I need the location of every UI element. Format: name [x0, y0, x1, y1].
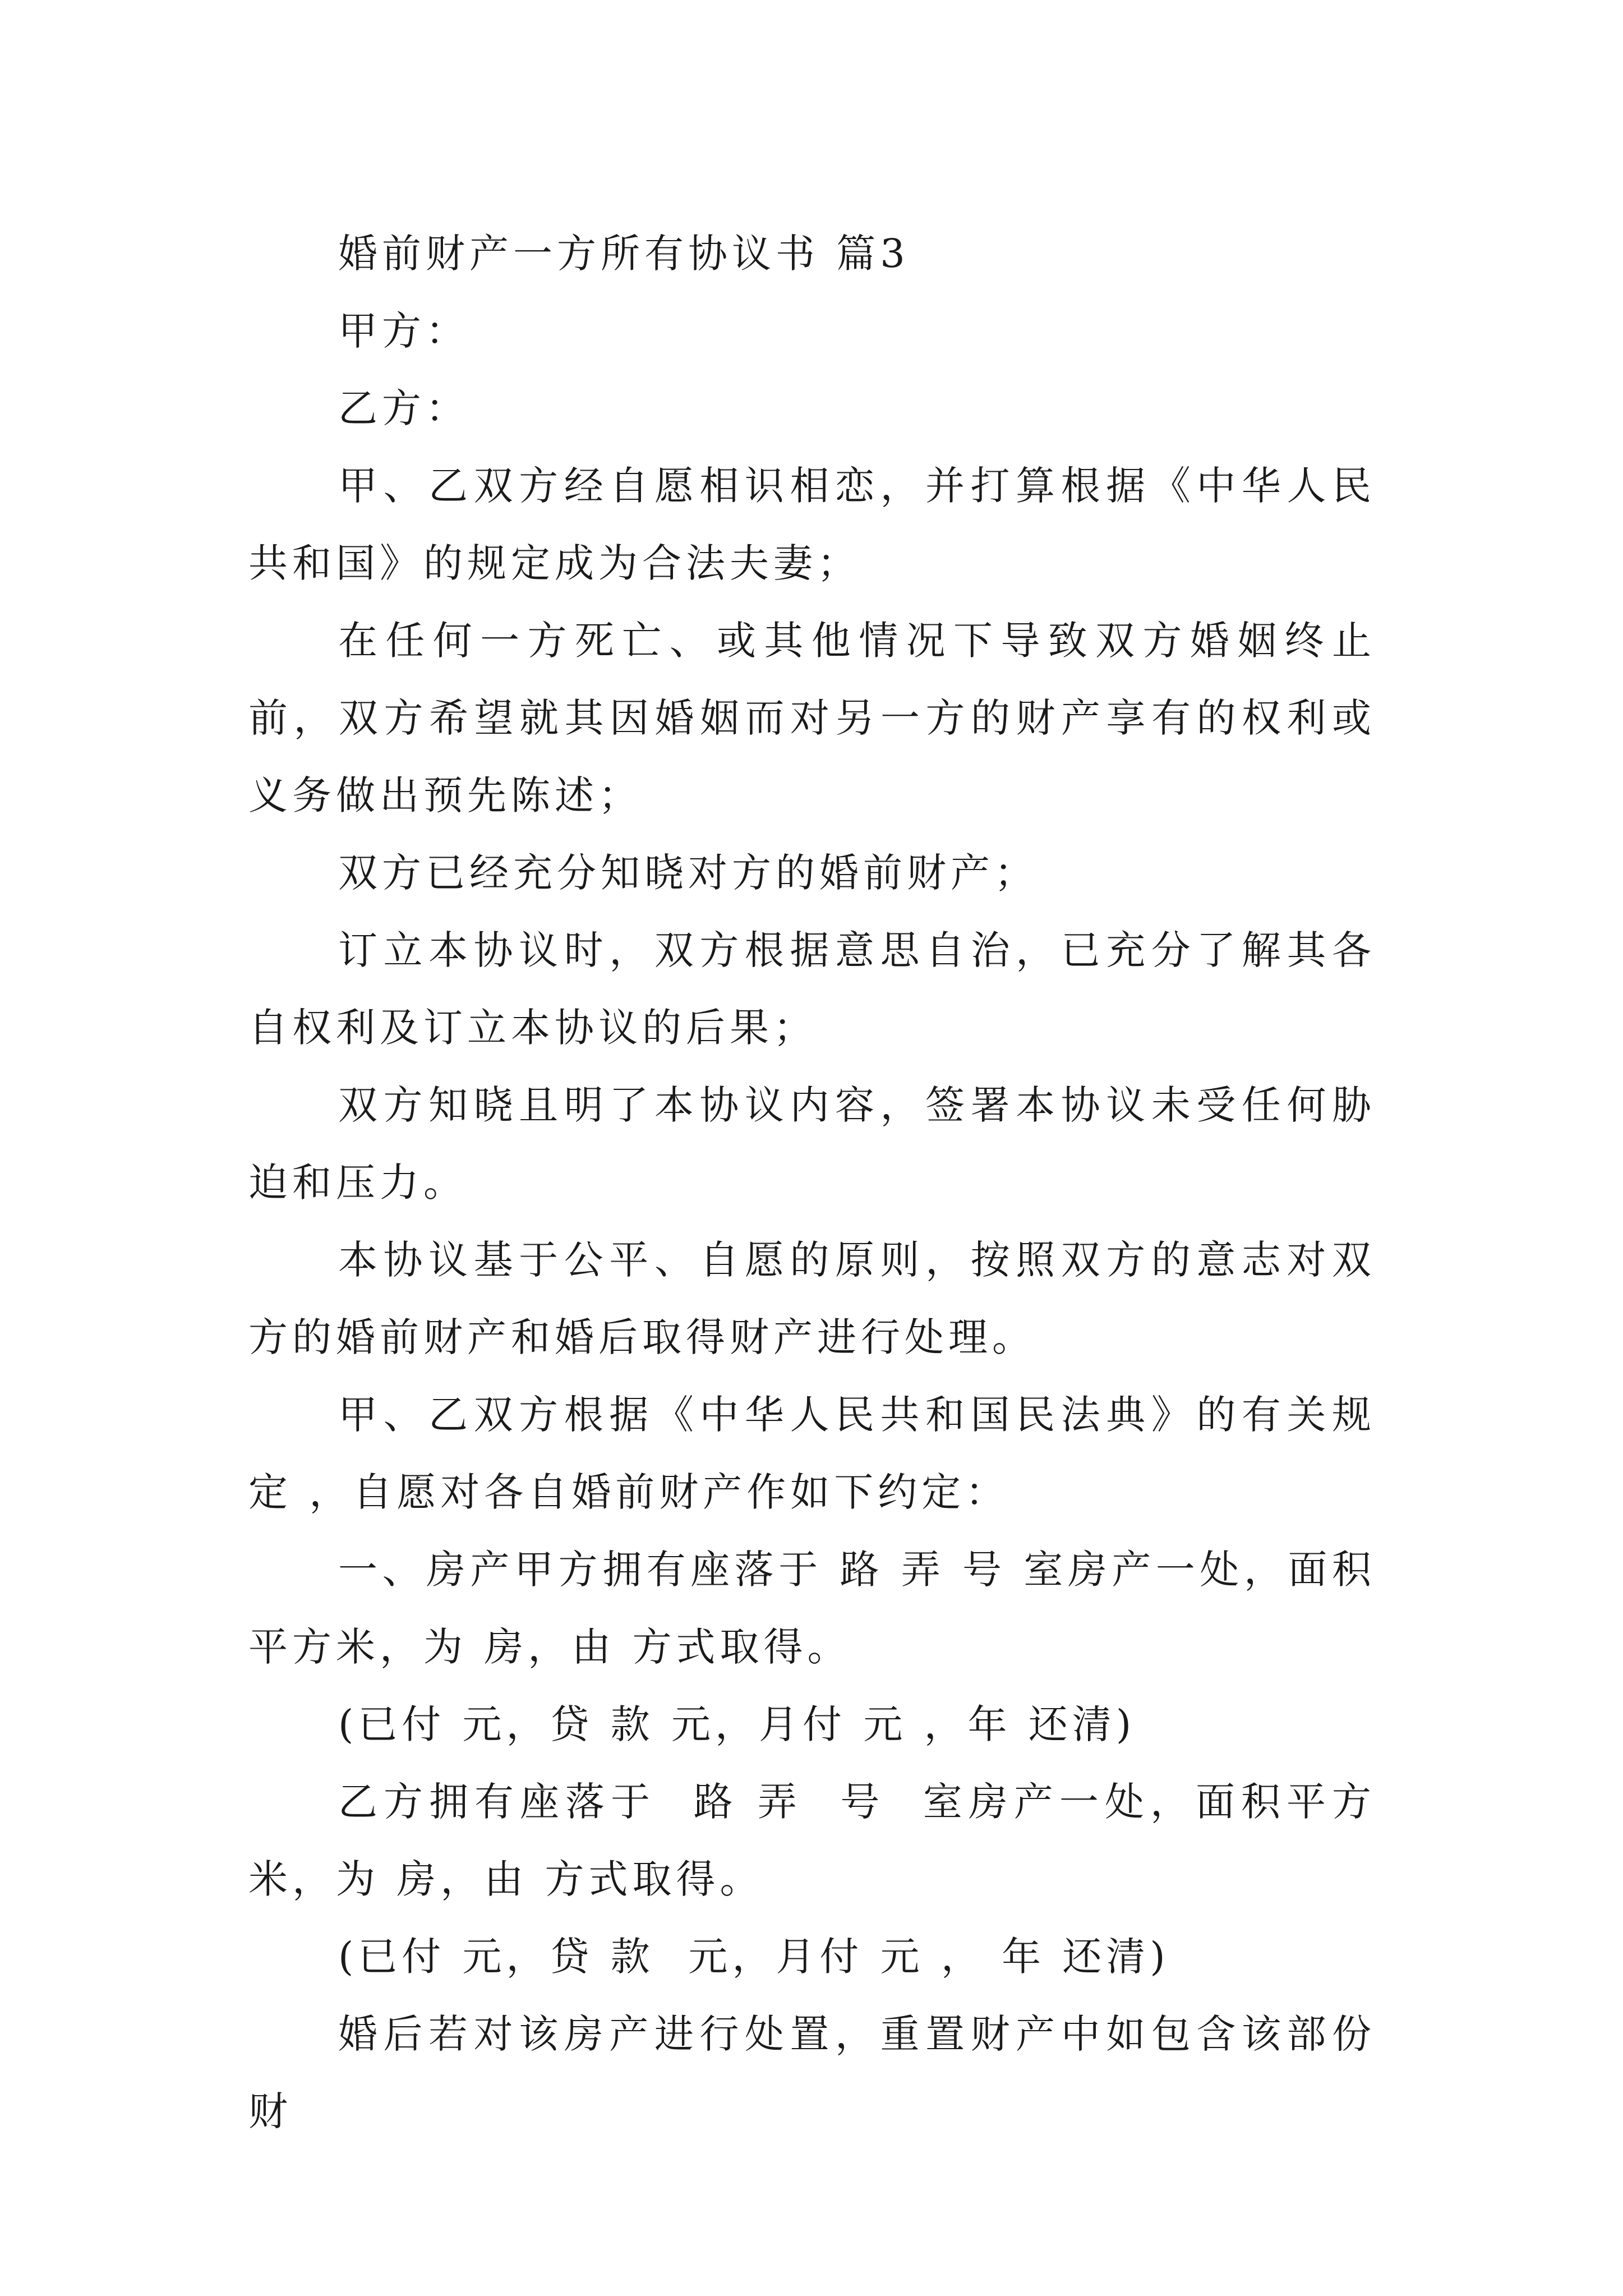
paragraph: 甲、乙双方根据《中华人民共和国民法典》的有关规定 ，自愿对各自婚前财产作如下约定：: [248, 1392, 1376, 1515]
clause-property-party-a: 一、房产甲方拥有座落于 路 弄 号 室房产一处，面积平方米，为 房，由 方式取得。: [248, 1547, 1376, 1670]
clause-property-party-b: 乙方拥有座落于 路 弄 号 室房产一处，面积平方米，为 房，由 方式取得。: [248, 1779, 1376, 1902]
paragraph: 在任何一方死亡、或其他情况下导致双方婚姻终止前，双方希望就其因婚姻而对另一方的财产享有的权利或义务做出预先陈述；: [248, 618, 1376, 818]
paragraph: 订立本协议时，双方根据意思自治，已充分了解其各自权利及订立本协议的后果；: [248, 927, 1376, 1051]
payment-note-party-b: (已付 元，贷 款 元，月付 元 ， 年 还清): [338, 1934, 1170, 1980]
paragraph: 双方已经充分知晓对方的婚前财产；: [338, 850, 1038, 896]
party-b-label: 乙方：: [338, 385, 469, 431]
paragraph: 甲、乙双方经自愿相识相恋，并打算根据《中华人民共和国》的规定成为合法夫妻；: [248, 463, 1376, 586]
party-a-label: 甲方：: [338, 308, 469, 354]
document-title: 婚前财产一方所有协议书 篇3: [338, 231, 910, 277]
document-body: [248, 215, 1376, 2150]
paragraph: 婚后若对该房产进行处置，重置财产中如包含该部份财: [248, 2011, 1376, 2134]
paragraph: 双方知晓且明了本协议内容，签署本协议未受任何胁迫和压力。: [248, 1082, 1376, 1205]
payment-note-party-a: (已付 元，贷 款 元，月付 元 ，年 还清): [338, 1701, 1136, 1747]
paragraph: 本协议基于公平、自愿的原则，按照双方的意志对双方的婚前财产和婚后取得财产进行处理。: [248, 1237, 1376, 1360]
